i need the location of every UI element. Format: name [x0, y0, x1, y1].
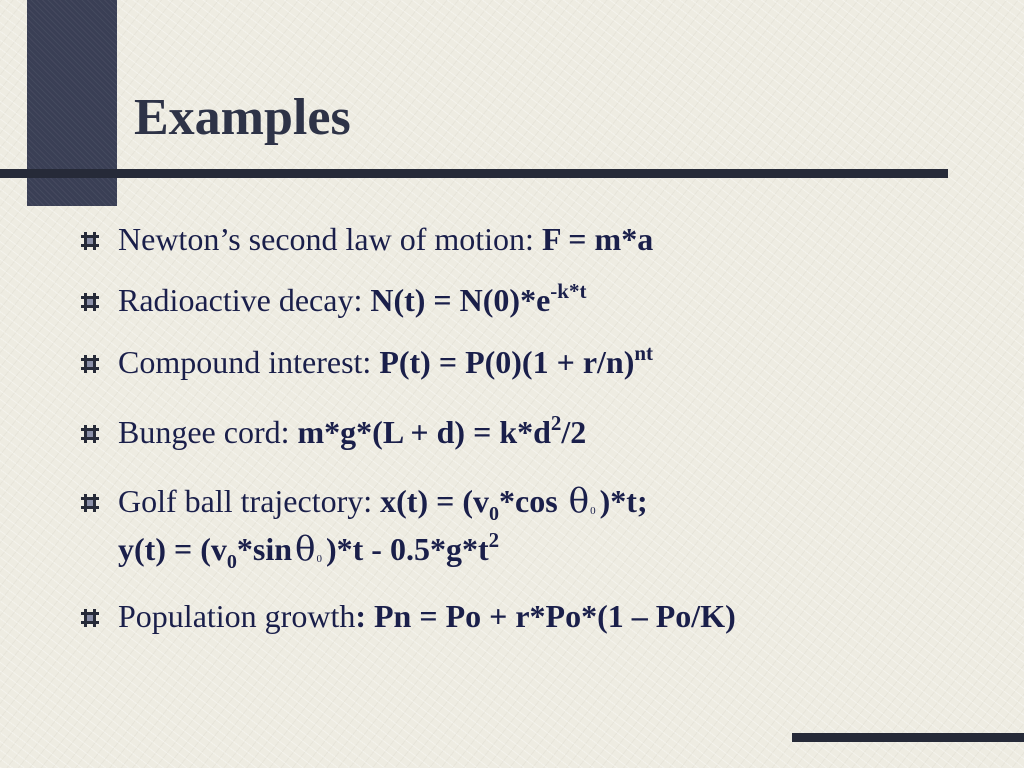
formula: m*g*(L + d) = k*d — [297, 414, 551, 450]
hash-square-bullet-icon — [81, 355, 99, 373]
hash-square-bullet-icon — [81, 494, 99, 512]
formula-exponent: -k*t — [550, 279, 587, 303]
bullet-radioactive-decay — [118, 281, 586, 319]
bullet-label: Compound interest: — [118, 344, 380, 380]
formula: F = m*a — [541, 221, 654, 257]
theta-symbol: θ — [568, 481, 590, 521]
formula-exponent: nt — [634, 341, 654, 365]
bullet-golf-ball-trajectory — [118, 482, 648, 578]
theta-symbol: θ — [295, 529, 316, 569]
formula-y: $y(t) = (v_0*\sin\theta 0$ )$*t - 0.5*g*t^2$ — [118, 528, 500, 573]
bullet-label: Radioactive decay: — [118, 282, 371, 318]
formula: : Pn = Po + r*Po*(1 – Po/K) — [355, 598, 736, 634]
formula: P(t) = P(0)(1 + r/n) — [379, 344, 635, 380]
bullet-population-growth — [118, 597, 736, 635]
hash-square-bullet-icon — [81, 232, 99, 250]
hash-square-bullet-icon — [81, 609, 99, 627]
bullet-label: Newton’s second law of motion: — [118, 221, 542, 257]
bullet-newton — [118, 220, 653, 258]
bullet-label: Golf ball trajectory: — [118, 483, 381, 519]
bullet-label: Bungee cord: — [118, 414, 298, 450]
bullet-compound-interest — [118, 343, 653, 381]
hash-square-bullet-icon — [81, 293, 99, 311]
hash-square-bullet-icon — [81, 425, 99, 443]
bullet-label: Population growth — [118, 598, 356, 634]
slide-title: Examples — [134, 89, 351, 146]
formula: N(t) = N(0)*e — [370, 282, 551, 318]
formula-tail: /2 — [561, 414, 587, 450]
bullet-bungee-cord — [118, 413, 586, 451]
formula-x: $x(t) = (v_0*\cos$ θ0 )*t; — [380, 481, 648, 525]
formula-exponent: 2 — [550, 411, 562, 435]
